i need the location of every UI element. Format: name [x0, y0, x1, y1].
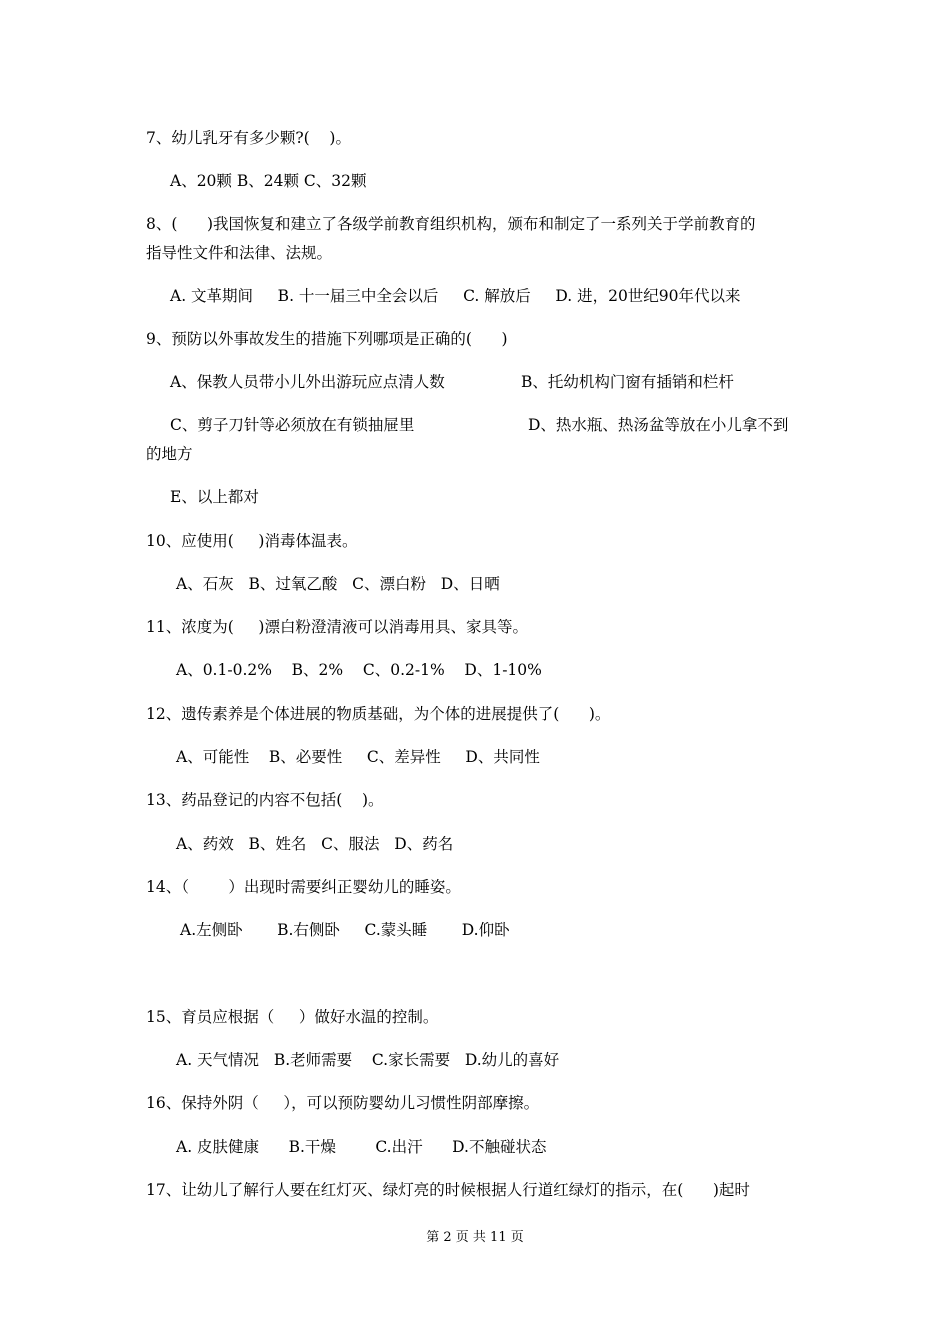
question-14-options: A.左侧卧 B.右侧卧 C.蒙头睡 D.仰卧	[180, 921, 510, 939]
question-9-option-e: E、以上都对	[170, 488, 259, 506]
question-15-options: A. 天气情况 B.老师需要 C.家长需要 D.幼儿的喜好	[176, 1051, 560, 1069]
question-9-option-b: B、托幼机构门窗有插销和栏杆	[521, 373, 734, 391]
question-9-option-d: D、热水瓶、热汤盆等放在小儿拿不到	[528, 416, 789, 434]
question-11-stem: 11、浓度为( )漂白粉澄清液可以消毒用具、家具等。	[146, 618, 528, 636]
question-10-options: A、石灰 B、过氧乙酸 C、漂白粉 D、日晒	[176, 575, 500, 593]
question-14-stem: 14、（ ）出现时需要纠正婴幼儿的睡姿。	[146, 878, 461, 896]
question-12-stem: 12、遗传素养是个体进展的物质基础，为个体的进展提供了( )。	[146, 705, 611, 723]
question-9-option-c: C、剪子刀针等必须放在有锁抽屉里	[170, 416, 415, 434]
question-7-stem: 7、幼儿乳牙有多少颗?( )。	[146, 129, 351, 147]
page-footer: 第 2 页 共 11 页	[426, 1230, 524, 1245]
question-7-options: A、20颗 B、24颗 C、32颗	[170, 172, 367, 190]
question-15-stem: 15、育员应根据（ ）做好水温的控制。	[146, 1008, 439, 1026]
question-9-option-a: A、保教人员带小儿外出游玩应点清人数	[170, 373, 445, 391]
question-13-stem: 13、药品登记的内容不包括( )。	[146, 791, 384, 809]
question-16-stem: 16、保持外阴（ ），可以预防婴幼儿习惯性阴部摩擦。	[146, 1094, 540, 1112]
question-12-options: A、可能性 B、必要性 C、差异性 D、共同性	[176, 748, 540, 766]
question-9-option-d-cont: 的地方	[146, 445, 193, 463]
question-13-options: A、药效 B、姓名 C、服法 D、药名	[176, 835, 454, 853]
question-16-options: A. 皮肤健康 B.干燥 C.出汗 D.不触碰状态	[176, 1138, 547, 1156]
question-10-stem: 10、应使用( )消毒体温表。	[146, 532, 358, 550]
question-9-stem: 9、预防以外事故发生的措施下列哪项是正确的( )	[146, 330, 508, 348]
question-8-stem-line1: 8、( )我国恢复和建立了各级学前教育组织机构，颁布和制定了一系列关于学前教育的	[146, 215, 756, 233]
question-8-options: A. 文革期间 B. 十一届三中全会以后 C. 解放后 D. 进，20世纪90年代以来	[170, 287, 741, 305]
question-17-stem: 17、让幼儿了解行人要在红灯灭、绿灯亮的时候根据人行道红绿灯的指示，在( )起时	[146, 1181, 750, 1199]
question-11-options: A、0.1-0.2% B、2% C、0.2-1% D、1-10%	[176, 661, 542, 679]
question-8-stem-line2: 指导性文件和法律、法规。	[146, 244, 333, 262]
